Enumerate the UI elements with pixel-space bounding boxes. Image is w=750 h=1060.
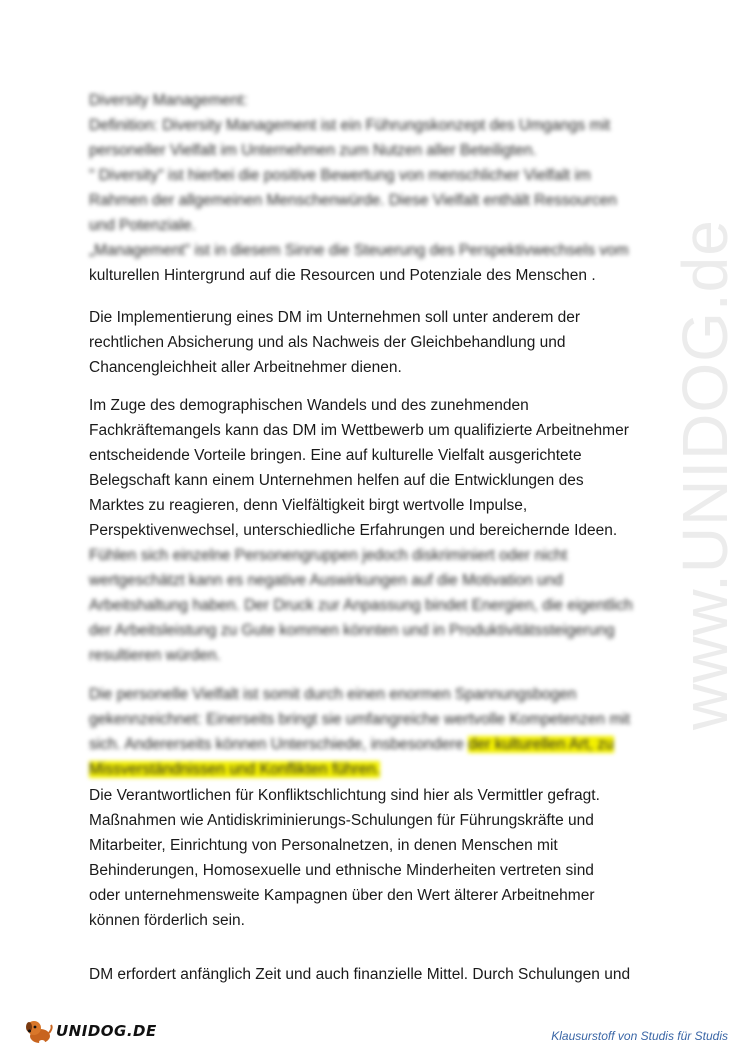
text-line: kulturellen Hintergrund auf die Resourcen und Potenziale des Menschen . — [89, 267, 596, 284]
text-line: Die personelle Vielfalt ist somit durch einen enormen Spannungsbogen — [89, 686, 577, 703]
text-line — [89, 757, 669, 782]
text-line: resultieren würden. — [89, 647, 221, 664]
text-line: wertgeschätzt kann es negative Auswirkungen auf die Motivation und — [89, 572, 563, 589]
text-line: " Diversity" ist hierbei die positive Bewertung von menschlicher Vielfalt im — [89, 167, 591, 184]
text-line: Behinderungen, Homosexuelle und ethnische Minderheiten vertreten sind — [89, 862, 594, 879]
intro-block — [89, 88, 669, 288]
highlighted-text: Missverständnissen und Konflikten führen. — [89, 761, 381, 778]
text-line: „Management" ist in diesem Sinne die Steuerung des Perspektivwechsels vom — [89, 242, 629, 259]
dog-mascot-icon — [24, 1016, 54, 1046]
watermark: www.UNIDOG.de — [669, 219, 741, 730]
text-line: rechtlichen Absicherung und als Nachweis der Gleichbehandlung und — [89, 334, 566, 351]
text-line: Definition: Diversity Management ist ein Führungskonzept des Umgangs mit — [89, 117, 611, 134]
text-line: Maßnahmen wie Antidiskriminierungs-Schulungen für Führungskräfte und — [89, 812, 594, 829]
text-line: Belegschaft kann einem Unternehmen helfen auf die Entwicklungen des — [89, 472, 584, 489]
text-line: oder unternehmensweite Kampagnen über den Wert älterer Arbeitnehmer — [89, 887, 595, 904]
highlighted-text: der kulturellen Art, zu — [468, 736, 614, 753]
text-line: Chancengleichheit aller Arbeitnehmer dienen. — [89, 359, 402, 376]
text-line: Im Zuge des demographischen Wandels und des zunehmenden — [89, 397, 529, 414]
text-line: DM erfordert anfänglich Zeit und auch finanzielle Mittel. Durch Schulungen und — [89, 966, 631, 983]
text-line: der Arbeitsleistung zu Gute kommen könnten und in Produktivitätssteigerung — [89, 622, 615, 639]
text-segment: sich. Andererseits können Unterschiede, insbesondere — [89, 736, 469, 753]
text-line: Perspektivenwechsel, unterschiedliche Erfahrungen und bereichernde Ideen. — [89, 522, 618, 539]
blurred-paragraph — [89, 543, 669, 668]
text-line: Fachkräftemangels kann das DM im Wettbewerb um qualifizierte Arbeitnehmer — [89, 422, 629, 439]
text-line: entscheidende Vorteile bringen. Eine auf kulturelle Vielfalt ausgerichtete — [89, 447, 582, 464]
text-line: Mitarbeiter, Einrichtung von Personalnetzen, in denen Menschen mit — [89, 837, 558, 854]
text-line: personeller Vielfalt im Unternehmen zum Nutzen aller Beteiligten. — [89, 142, 537, 159]
paragraph-tension — [89, 682, 669, 782]
text-line: Marktes zu reagieren, denn Vielfältigkeit birgt wertvolle Impulse, — [89, 497, 528, 514]
text-line: Rahmen der allgemeinen Menschenwürde. Diese Vielfalt enthält Ressourcen — [89, 192, 617, 209]
text-line — [89, 732, 669, 757]
footer-tagline: Klausurstoff von Studis für Studis — [551, 1029, 728, 1043]
text-line: können förderlich sein. — [89, 912, 245, 929]
text-line: Arbeitshaltung haben. Der Druck zur Anpassung bindet Energien, die eigentlich — [89, 597, 633, 614]
text-line: Fühlen sich einzelne Personengruppen jedoch diskriminiert oder nicht — [89, 547, 568, 564]
text-line: Die Verantwortlichen für Konfliktschlichtung sind hier als Vermittler gefragt. — [89, 787, 600, 804]
blurred-intro — [89, 88, 669, 263]
text-line: gekennzeichnet: Einerseits bringt sie umfangreiche wertvolle Kompetenzen mit — [89, 711, 631, 728]
text-line: Die Implementierung eines DM im Unternehmen soll unter anderem der — [89, 309, 581, 326]
paragraph-costs — [89, 962, 689, 987]
paragraph-implementation — [89, 305, 669, 380]
paragraph-demographics — [89, 393, 669, 668]
text-line: Diversity Management: — [89, 92, 248, 109]
unidog-logo — [24, 1016, 157, 1046]
logo-text: UNIDOG.DE — [56, 1022, 157, 1040]
paragraph-measures — [89, 783, 669, 933]
text-line: und Potenziale. — [89, 217, 196, 234]
